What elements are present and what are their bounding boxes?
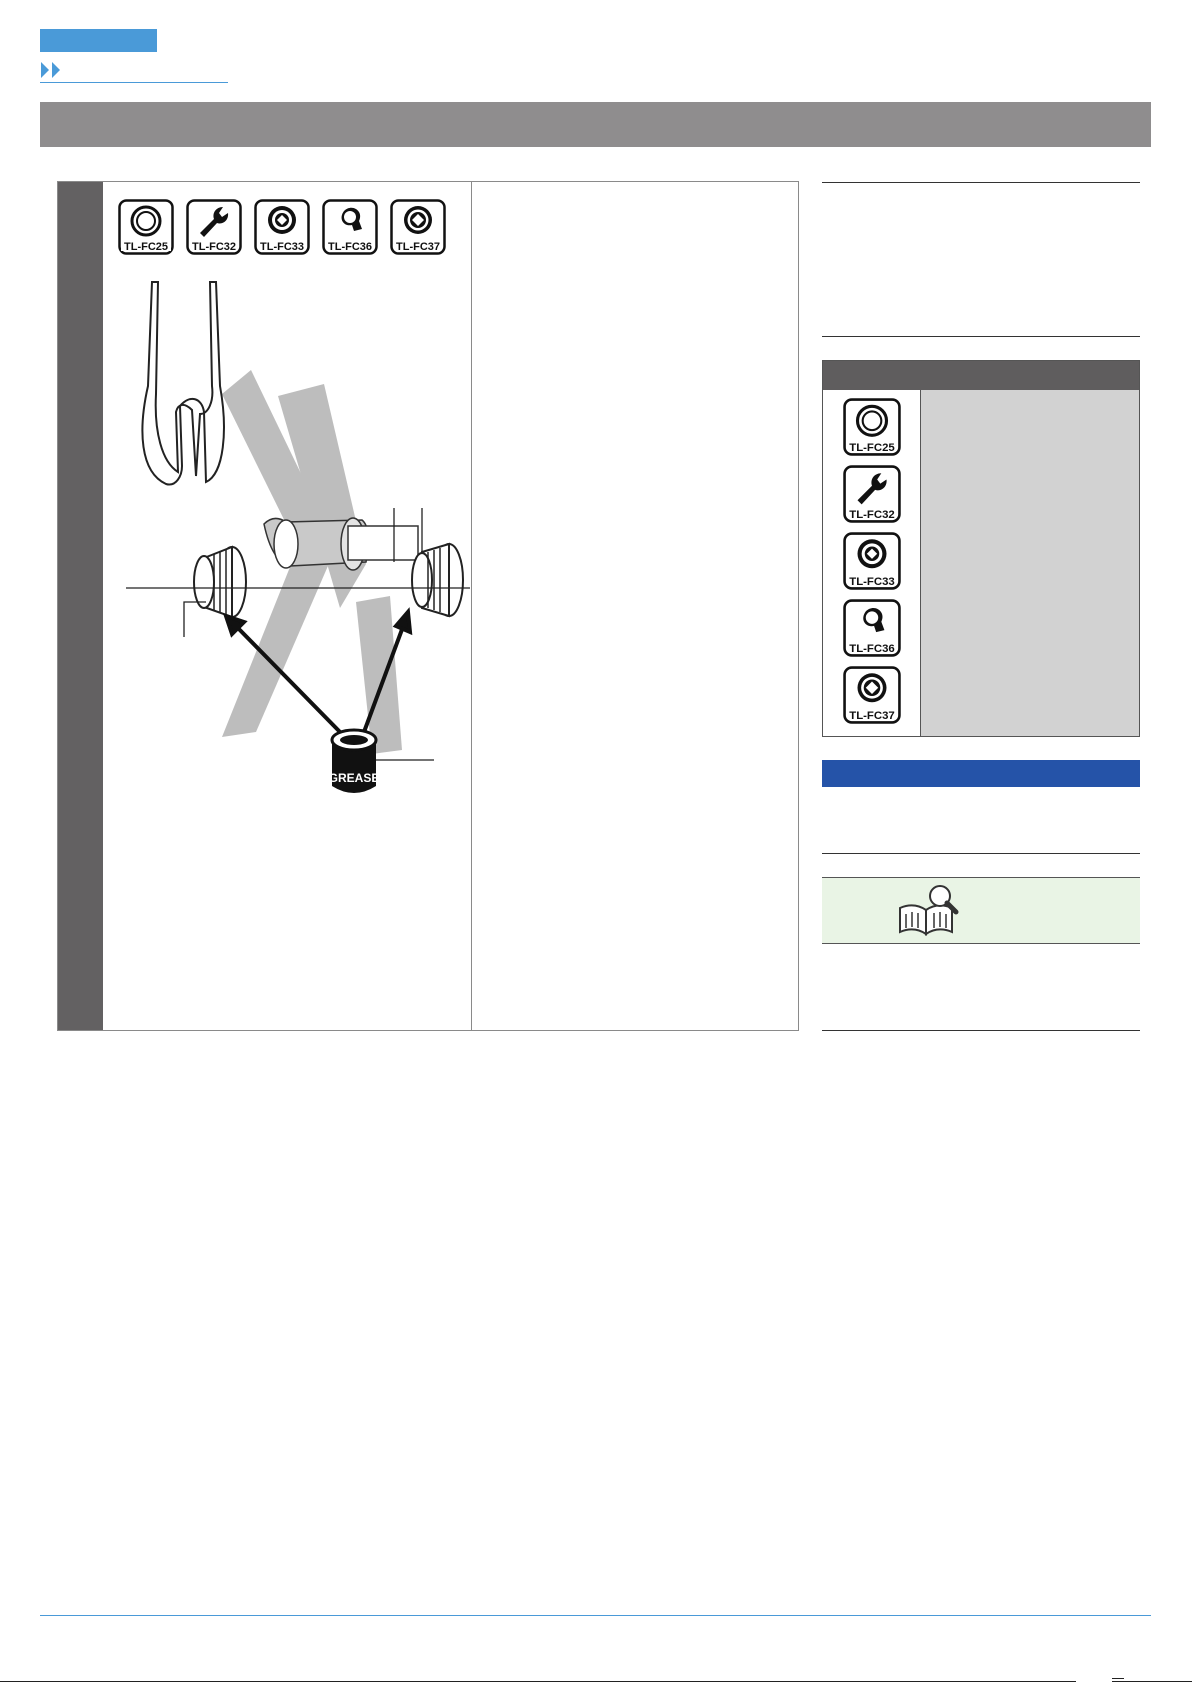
required-tools-header (823, 361, 1139, 390)
tool-label: TL-FC37 (396, 241, 440, 253)
tool-icon-row (118, 199, 446, 255)
tool-label: TL-FC25 (124, 241, 168, 253)
grease-label: GREASE (328, 771, 380, 785)
tool-label: TL-FC32 (849, 508, 895, 521)
tool-label: TL-FC37 (849, 709, 895, 722)
manual-search-icon (896, 882, 960, 938)
chapter-tab[interactable] (40, 29, 157, 52)
grease-icon (329, 730, 380, 793)
wrench-tool-icon (843, 465, 901, 523)
reference-rule (822, 1030, 1140, 1031)
section-title-bar (40, 102, 1151, 147)
socket-adapter-tool-icon (843, 666, 901, 724)
breadcrumb-link[interactable] (40, 60, 228, 83)
tool-label: TL-FC25 (849, 441, 895, 454)
notice-bar (822, 760, 1140, 787)
bb-installation-diagram (104, 262, 470, 902)
step-box (57, 181, 799, 1031)
tool-label: TL-FC36 (328, 241, 372, 253)
tool-label: TL-FC32 (192, 241, 236, 253)
required-tools-box (822, 360, 1140, 737)
page-bottom-rule (0, 1681, 1192, 1682)
reference-box[interactable] (822, 877, 1140, 944)
socket-tool-icon (254, 199, 310, 255)
tool-label: TL-FC36 (849, 642, 895, 655)
keyhole-tool-icon (843, 599, 901, 657)
footer-rule (40, 1615, 1151, 1616)
page-number-gap (1076, 1678, 1112, 1684)
notice-rule (822, 853, 1140, 854)
tool-label: TL-FC33 (260, 241, 304, 253)
page-tick (1112, 1678, 1124, 1679)
bb-cup-tool-icon (843, 398, 901, 456)
required-tools-description (921, 390, 1139, 736)
socket-tool-icon (843, 532, 901, 590)
note-bottom-rule (822, 336, 1140, 337)
wrench-tool-icon (186, 199, 242, 255)
column-divider (471, 182, 472, 1030)
bb-wrench (142, 282, 224, 485)
tool-label: TL-FC33 (849, 575, 895, 588)
socket-adapter-tool-icon (390, 199, 446, 255)
step-number-strip (58, 182, 103, 1030)
note-top-rule (822, 182, 1140, 183)
double-chevron-icon (40, 60, 68, 80)
bb-cup-tool-icon (118, 199, 174, 255)
required-tools-icons (823, 390, 921, 736)
keyhole-tool-icon (322, 199, 378, 255)
